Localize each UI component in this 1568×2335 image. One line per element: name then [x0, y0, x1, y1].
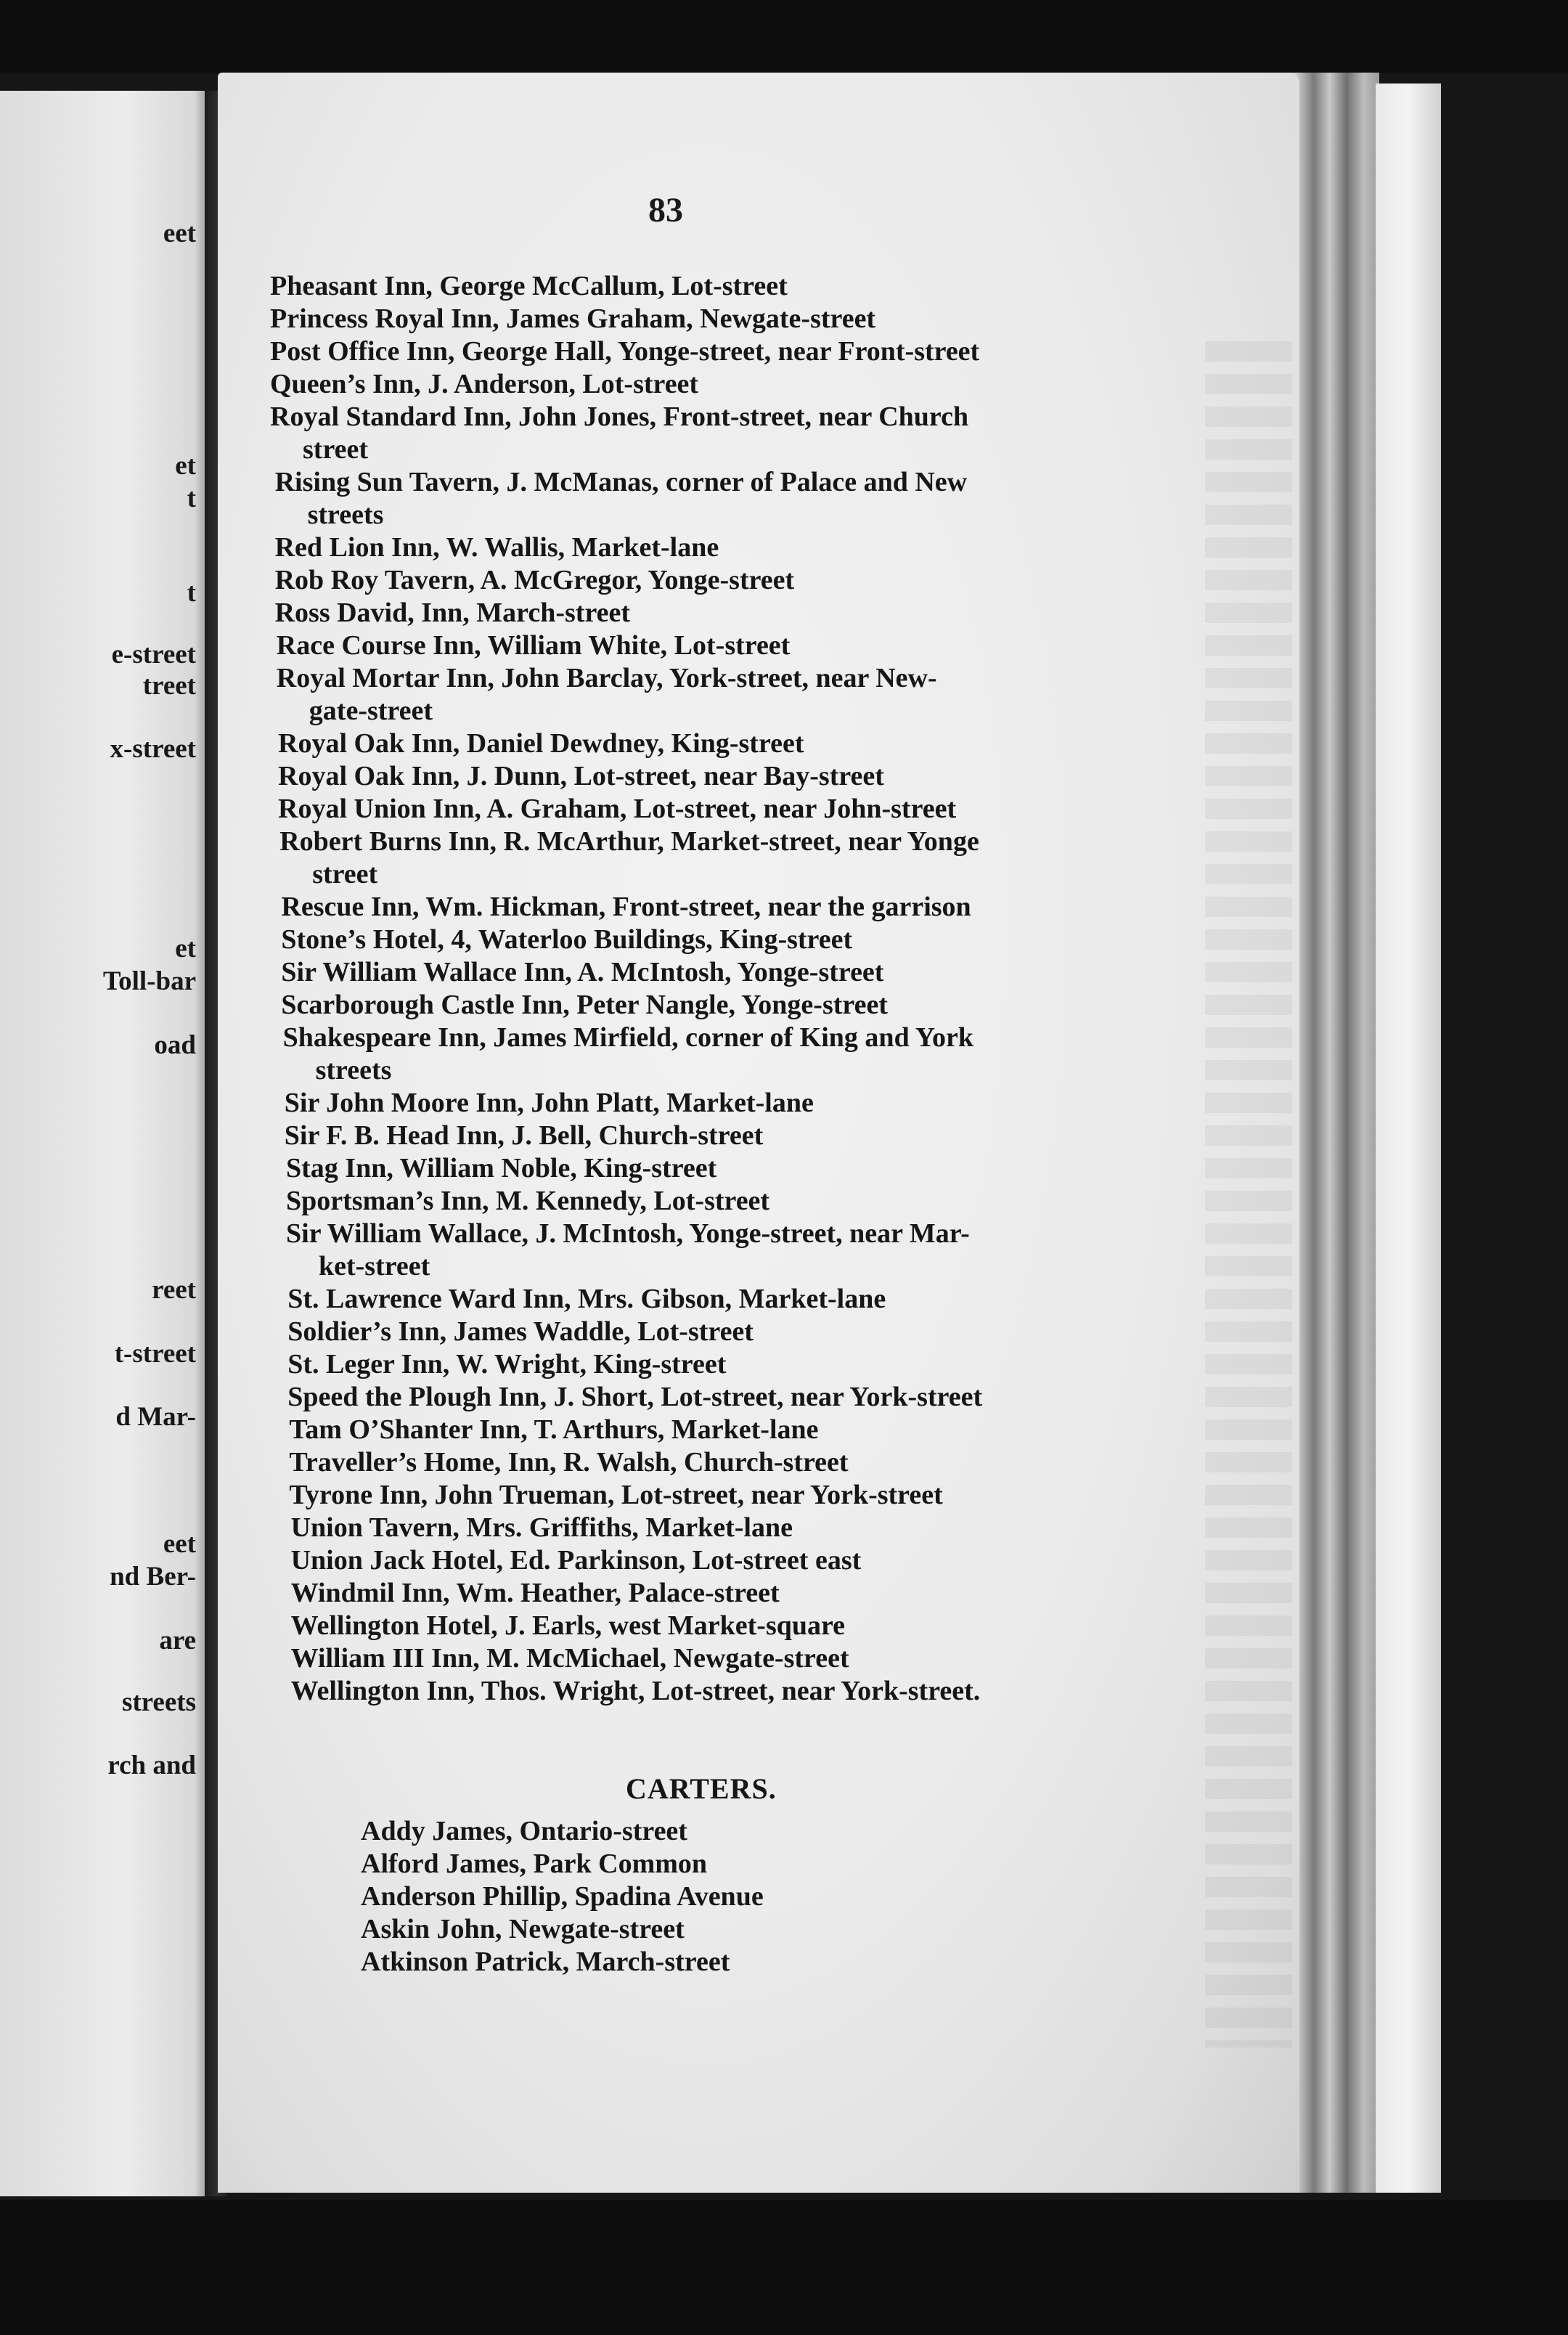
entry-text: Rising Sun Tavern, J. McManas, corner of Palace and New: [274, 467, 968, 497]
left-page-fragment: treet: [142, 671, 196, 701]
directory-entry: [277, 629, 1141, 662]
entry-text: Tam O’Shanter Inn, T. Arthurs, Market-lane: [289, 1414, 819, 1445]
directory-entry: [275, 564, 1141, 597]
entry-text: Union Tavern, Mrs. Griffiths, Market-lane: [290, 1512, 793, 1543]
directory-entry: [289, 1479, 1141, 1512]
entry-text: Soldier’s Inn, James Waddle, Lot-street: [287, 1316, 754, 1347]
carter-entry: Atkinson Patrick, March-street: [361, 1947, 730, 1977]
inn-directory-list: [270, 270, 1141, 1708]
entry-text: Race Course Inn, William White, Lot-street: [276, 630, 791, 661]
entry-text: Sir William Wallace, J. McIntosh, Yonge-street, near Mar-: [286, 1218, 970, 1249]
left-page-fragment: et: [175, 934, 196, 963]
directory-entry: [285, 1120, 1141, 1152]
entry-text: Royal Mortar Inn, John Barclay, York-street, near New-: [276, 663, 937, 693]
directory-entry: [281, 924, 1141, 956]
directory-entry: [278, 793, 1141, 826]
left-page-fragment: t-street: [114, 1339, 196, 1369]
entry-text: Post Office Inn, George Hall, Yonge-street, near Front-street: [270, 336, 980, 367]
entry-text: Wellington Hotel, J. Earls, west Market-square: [290, 1610, 846, 1641]
entry-text: Sir William Wallace Inn, A. McIntosh, Yonge-street: [281, 957, 884, 987]
entry-text: St. Leger Inn, W. Wright, King-street: [287, 1349, 727, 1380]
entry-text: Shakespeare Inn, James Mirfield, corner of King and York: [282, 1022, 974, 1053]
entry-text: Royal Oak Inn, Daniel Dewdney, King-street: [278, 728, 804, 759]
scanner-border-bottom: [0, 2200, 1568, 2335]
directory-entry: [286, 1185, 1141, 1218]
directory-entry: [270, 335, 1141, 368]
left-page-fragment: streets: [121, 1687, 196, 1717]
directory-entry: [287, 1316, 1141, 1348]
directory-entry: [279, 826, 1141, 891]
directory-entry: [287, 1381, 1141, 1414]
directory-entry: [291, 1642, 1141, 1675]
directory-entry: [291, 1544, 1141, 1577]
left-page-fragment: t: [187, 484, 196, 513]
carter-entry: Addy James, Ontario-street: [361, 1816, 687, 1846]
carter-entry: Anderson Phillip, Spadina Avenue: [361, 1881, 764, 1912]
directory-entry: [270, 270, 1141, 303]
directory-entry: [281, 891, 1141, 924]
entry-text: Stag Inn, William Noble, King-street: [286, 1153, 717, 1183]
entry-text: Ross David, Inn, March-street: [274, 598, 631, 628]
directory-entry: [289, 1414, 1141, 1446]
directory-entry: [270, 303, 1141, 335]
entry-text: Sportsman’s Inn, M. Kennedy, Lot-street: [286, 1186, 770, 1216]
entry-text: Scarborough Castle Inn, Peter Nangle, Yonge-street: [281, 990, 888, 1020]
entry-text: Royal Union Inn, A. Graham, Lot-street, near John-street: [278, 794, 957, 824]
entry-text: St. Lawrence Ward Inn, Mrs. Gibson, Market-lane: [287, 1284, 886, 1314]
entry-text: Rescue Inn, Wm. Hickman, Front-street, near the garrison: [281, 892, 971, 922]
left-page-fragment: nd Ber-: [110, 1562, 196, 1592]
entry-continuation: streets: [315, 1055, 392, 1085]
entry-text: Traveller’s Home, Inn, R. Walsh, Church-street: [289, 1447, 849, 1478]
directory-entry: [291, 1610, 1141, 1642]
left-page-fragment: rch and: [107, 1751, 196, 1780]
left-page-fragment: reet: [152, 1275, 196, 1305]
directory-entry: [278, 760, 1141, 793]
carter-entry: Askin John, Newgate-street: [361, 1914, 685, 1944]
carter-entry: Alford James, Park Common: [361, 1849, 708, 1879]
entry-text: Union Jack Hotel, Ed. Parkinson, Lot-street east: [290, 1545, 862, 1576]
left-page-fragment: oad: [154, 1030, 196, 1060]
entry-text: Windmil Inn, Wm. Heather, Palace-street: [290, 1578, 780, 1608]
entry-text: Sir John Moore Inn, John Platt, Market-lane: [284, 1088, 814, 1118]
section-heading-carters: CARTERS.: [626, 1772, 777, 1805]
page-number: 83: [648, 191, 683, 229]
directory-entry: [291, 1675, 1141, 1708]
entry-text: William III Inn, M. McMichael, Newgate-street: [290, 1643, 849, 1674]
entry-continuation: ket-street: [319, 1251, 430, 1281]
left-page-fragment: t: [187, 578, 196, 608]
directory-entry: [275, 531, 1141, 564]
book-back-cover: [1376, 83, 1441, 2193]
directory-entry: [289, 1446, 1141, 1479]
left-page-fragment: Toll-bar: [102, 966, 196, 996]
entry-continuation: street: [312, 859, 378, 889]
directory-entry: [270, 368, 1141, 401]
entry-text: Tyrone Inn, John Trueman, Lot-street, near York-street: [289, 1480, 943, 1510]
entry-text: Queen’s Inn, J. Anderson, Lot-street: [270, 369, 699, 399]
entry-text: Speed the Plough Inn, J. Short, Lot-street, near York-street: [287, 1382, 983, 1412]
entry-continuation: gate-street: [309, 696, 433, 726]
entry-text: Royal Oak Inn, J. Dunn, Lot-street, near Bay-street: [278, 761, 884, 791]
left-page-fragment: d Mar-: [115, 1402, 196, 1432]
directory-entry: [281, 956, 1141, 989]
directory-entry: [275, 597, 1141, 629]
left-page-fragment: eet: [163, 1529, 196, 1559]
directory-entry: [287, 1348, 1141, 1381]
left-page-fragment: eet: [163, 219, 196, 248]
entry-continuation: street: [303, 434, 369, 465]
directory-entry: [286, 1218, 1141, 1283]
directory-entry: [278, 728, 1141, 760]
entry-text: Red Lion Inn, W. Wallis, Market-lane: [274, 532, 719, 563]
directory-entry: [286, 1152, 1141, 1185]
entry-text: Robert Burns Inn, R. McArthur, Market-street, near Yonge: [279, 826, 979, 857]
directory-entry: [270, 401, 1141, 466]
directory-entry: [291, 1577, 1141, 1610]
directory-entry: [275, 466, 1141, 531]
directory-entry: [285, 1087, 1141, 1120]
left-page-fragment: are: [159, 1626, 196, 1655]
entry-text: Stone’s Hotel, 4, Waterloo Buildings, King-street: [281, 924, 853, 955]
left-page-fragment: et: [175, 451, 196, 481]
facing-page-left: [0, 91, 205, 2196]
left-page-fragment: e-street: [111, 640, 196, 669]
entry-text: Sir F. B. Head Inn, J. Bell, Church-street: [284, 1120, 764, 1151]
entry-text: Princess Royal Inn, James Graham, Newgate-street: [270, 303, 876, 334]
directory-entry: [277, 662, 1141, 728]
directory-entry: [283, 1022, 1141, 1087]
carters-list: [361, 1815, 764, 1979]
scanner-border-top: [0, 0, 1568, 73]
left-page-fragment: x-street: [110, 734, 196, 764]
entry-text: Pheasant Inn, George McCallum, Lot-street: [270, 271, 788, 301]
entry-text: Royal Standard Inn, John Jones, Front-street, near Church: [270, 402, 969, 432]
show-through-text: [1205, 341, 1292, 2047]
directory-entry: [281, 989, 1141, 1022]
directory-entry: [291, 1512, 1141, 1544]
entry-text: Rob Roy Tavern, A. McGregor, Yonge-street: [274, 565, 795, 595]
entry-text: Wellington Inn, Thos. Wright, Lot-street, near York-street.: [290, 1676, 981, 1706]
directory-entry: [287, 1283, 1141, 1316]
entry-continuation: streets: [307, 500, 384, 530]
